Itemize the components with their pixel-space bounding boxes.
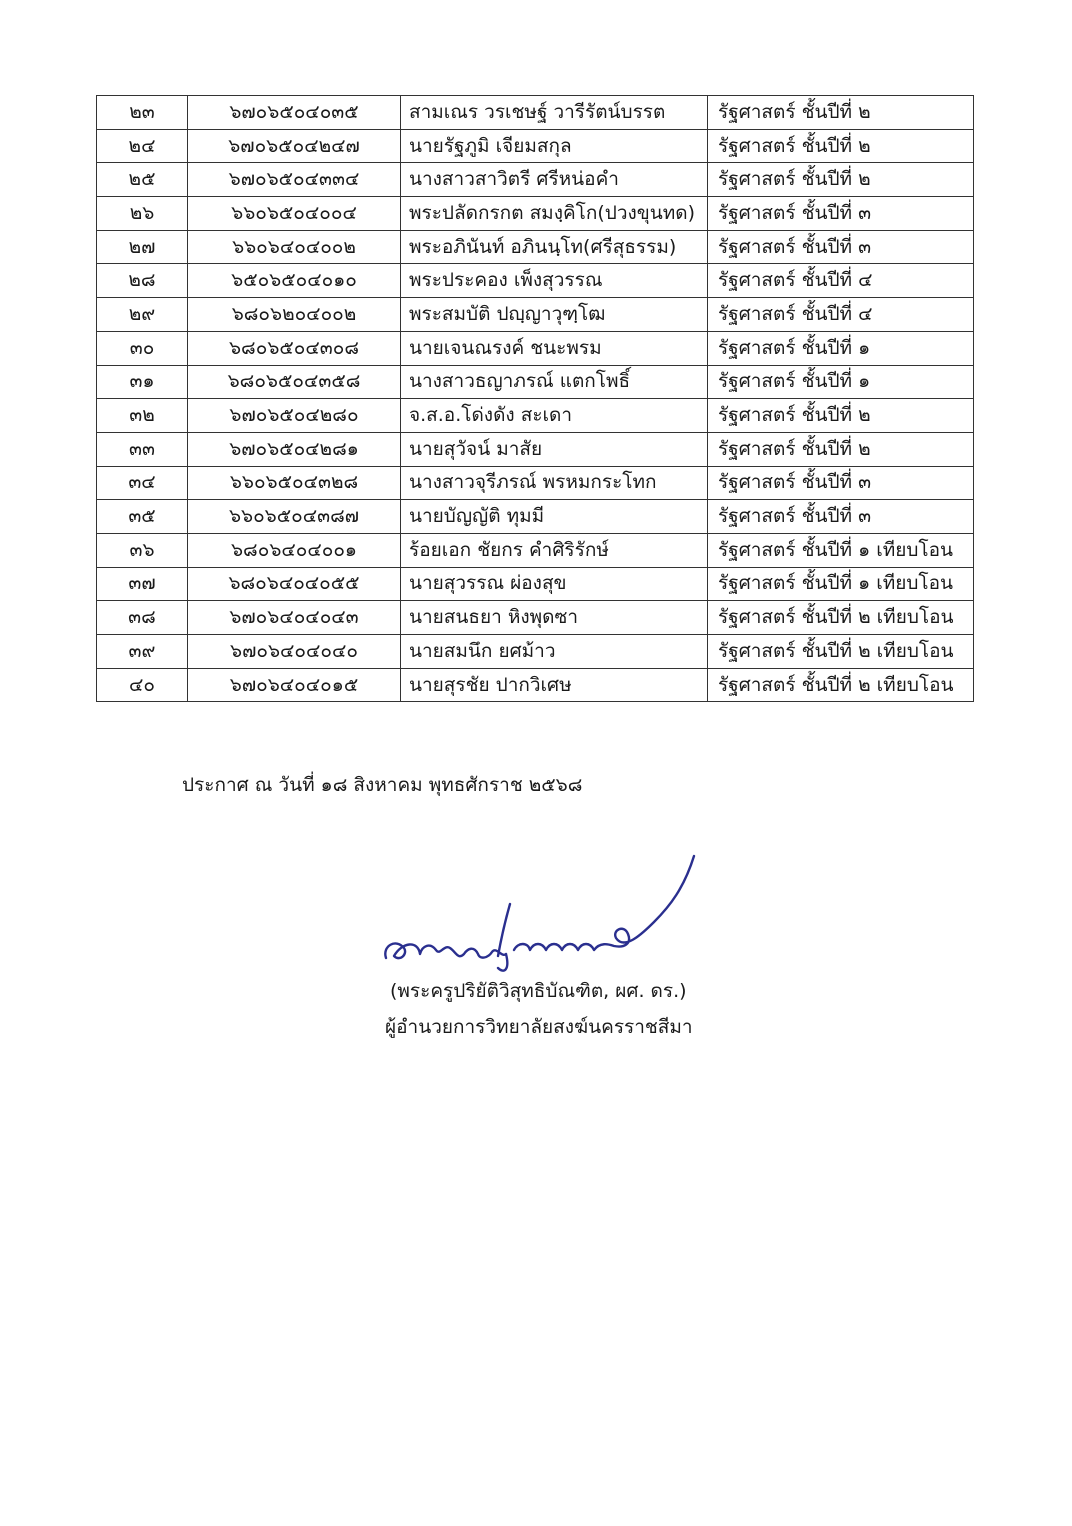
table-row	[97, 264, 974, 298]
announcement-date: ประกาศ ณ วันที่ ๑๘ สิงหาคม พุทธศักราช ๒๕๖๘	[182, 774, 583, 796]
student-id: ๖๗๐๖๔๐๔๐๑๕	[188, 668, 401, 702]
table-row	[97, 96, 974, 130]
program-level: รัฐศาสตร์ ชั้นปีที่ ๑	[708, 331, 974, 365]
signer-name: (พระครูปริยัติวิสุทธิบัณฑิต, ผศ. ดร.)	[390, 980, 687, 1002]
row-number: ๓๗	[97, 567, 188, 601]
row-number: ๒๙	[97, 298, 188, 332]
row-number: ๓๘	[97, 601, 188, 635]
row-number: ๓๖	[97, 533, 188, 567]
student-name: พระสมบัติ ปญฺญาวุฑฺโฒ	[401, 298, 708, 332]
row-number: ๓๒	[97, 399, 188, 433]
student-id: ๖๕๐๖๕๐๔๐๑๐	[188, 264, 401, 298]
student-id: ๖๖๐๖๕๐๔๓๒๘	[188, 466, 401, 500]
student-id: ๖๘๐๖๕๐๔๓๐๘	[188, 331, 401, 365]
program-level: รัฐศาสตร์ ชั้นปีที่ ๒ เทียบโอน	[708, 635, 974, 669]
student-id: ๖๗๐๖๕๐๔๒๘๐	[188, 399, 401, 433]
student-name: จ.ส.อ.โด่งดัง สะเดา	[401, 399, 708, 433]
table-row	[97, 533, 974, 567]
student-id: ๖๘๐๖๔๐๔๐๕๕	[188, 567, 401, 601]
table-row	[97, 331, 974, 365]
roster-body	[97, 96, 974, 702]
student-name: นายสุวรรณ ผ่องสุข	[401, 567, 708, 601]
student-id: ๖๗๐๖๕๐๔๒๘๑	[188, 432, 401, 466]
table-row	[97, 668, 974, 702]
student-name: นายเจนณรงค์ ชนะพรม	[401, 331, 708, 365]
program-level: รัฐศาสตร์ ชั้นปีที่ ๒	[708, 96, 974, 130]
student-id: ๖๗๐๖๔๐๔๐๔๐	[188, 635, 401, 669]
program-level: รัฐศาสตร์ ชั้นปีที่ ๒ เทียบโอน	[708, 668, 974, 702]
signer-title: ผู้อำนวยการวิทยาลัยสงฆ์นครราชสีมา	[385, 1016, 693, 1038]
program-level: รัฐศาสตร์ ชั้นปีที่ ๑ เทียบโอน	[708, 533, 974, 567]
program-level: รัฐศาสตร์ ชั้นปีที่ ๒	[708, 432, 974, 466]
student-name: พระปลัดกรกต สมงฺคิโก(ปวงขุนทด)	[401, 197, 708, 231]
table-row	[97, 230, 974, 264]
row-number: ๒๔	[97, 129, 188, 163]
student-name: นางสาวสาวิตรี ศรีหน่อคำ	[401, 163, 708, 197]
student-name: นางสาวธญาภรณ์ แตกโพธิ์	[401, 365, 708, 399]
row-number: ๓๔	[97, 466, 188, 500]
row-number: ๓๐	[97, 331, 188, 365]
table-row	[97, 635, 974, 669]
student-id: ๖๘๐๖๒๐๔๐๐๒	[188, 298, 401, 332]
program-level: รัฐศาสตร์ ชั้นปีที่ ๓	[708, 197, 974, 231]
program-level: รัฐศาสตร์ ชั้นปีที่ ๒ เทียบโอน	[708, 601, 974, 635]
table-row	[97, 197, 974, 231]
program-level: รัฐศาสตร์ ชั้นปีที่ ๔	[708, 264, 974, 298]
student-id: ๖๘๐๖๔๐๔๐๐๑	[188, 533, 401, 567]
table-row	[97, 601, 974, 635]
program-level: รัฐศาสตร์ ชั้นปีที่ ๒	[708, 163, 974, 197]
student-name: นายสุวัจน์ มาสัย	[401, 432, 708, 466]
student-roster-table	[96, 95, 974, 702]
student-id: ๖๗๐๖๕๐๔๐๓๕	[188, 96, 401, 130]
student-name: นายสนธยา หิงพุดซา	[401, 601, 708, 635]
student-name: สามเณร วรเชษฐ์ วารีรัตน์บรรต	[401, 96, 708, 130]
row-number: ๔๐	[97, 668, 188, 702]
table-row	[97, 298, 974, 332]
table-row	[97, 365, 974, 399]
table-row	[97, 432, 974, 466]
student-id: ๖๖๐๖๕๐๔๐๐๔	[188, 197, 401, 231]
student-name: นายสมนึก ยศม้าว	[401, 635, 708, 669]
row-number: ๓๙	[97, 635, 188, 669]
program-level: รัฐศาสตร์ ชั้นปีที่ ๔	[708, 298, 974, 332]
row-number: ๒๕	[97, 163, 188, 197]
row-number: ๓๕	[97, 500, 188, 534]
row-number: ๒๗	[97, 230, 188, 264]
row-number: ๒๓	[97, 96, 188, 130]
student-id: ๖๗๐๖๔๐๔๐๔๓	[188, 601, 401, 635]
row-number: ๓๑	[97, 365, 188, 399]
program-level: รัฐศาสตร์ ชั้นปีที่ ๑ เทียบโอน	[708, 567, 974, 601]
student-id: ๖๖๐๖๕๐๔๓๘๗	[188, 500, 401, 534]
student-name: นายรัฐภูมิ เจียมสกุล	[401, 129, 708, 163]
student-name: ร้อยเอก ชัยกร คำศิริรักษ์	[401, 533, 708, 567]
table-row	[97, 466, 974, 500]
program-level: รัฐศาสตร์ ชั้นปีที่ ๓	[708, 466, 974, 500]
table-row	[97, 500, 974, 534]
student-id: ๖๗๐๖๕๐๔๒๔๗	[188, 129, 401, 163]
student-id: ๖๖๐๖๔๐๔๐๐๒	[188, 230, 401, 264]
student-name: นายสุรชัย ปากวิเศษ	[401, 668, 708, 702]
student-name: นายบัญญัติ ทุมมี	[401, 500, 708, 534]
student-id: ๖๗๐๖๕๐๔๓๓๔	[188, 163, 401, 197]
student-name: พระอภินันท์ อภินนฺโท(ศรีสุธรรม)	[401, 230, 708, 264]
table-row	[97, 399, 974, 433]
row-number: ๓๓	[97, 432, 188, 466]
program-level: รัฐศาสตร์ ชั้นปีที่ ๑	[708, 365, 974, 399]
signature-image	[378, 850, 708, 980]
table-row	[97, 163, 974, 197]
row-number: ๒๘	[97, 264, 188, 298]
program-level: รัฐศาสตร์ ชั้นปีที่ ๒	[708, 399, 974, 433]
program-level: รัฐศาสตร์ ชั้นปีที่ ๒	[708, 129, 974, 163]
row-number: ๒๖	[97, 197, 188, 231]
student-name: พระประคอง เพ็งสุวรรณ	[401, 264, 708, 298]
table-row	[97, 567, 974, 601]
program-level: รัฐศาสตร์ ชั้นปีที่ ๓	[708, 500, 974, 534]
table-row	[97, 129, 974, 163]
student-id: ๖๘๐๖๕๐๔๓๕๘	[188, 365, 401, 399]
student-name: นางสาวจุรีภรณ์ พรหมกระโทก	[401, 466, 708, 500]
program-level: รัฐศาสตร์ ชั้นปีที่ ๓	[708, 230, 974, 264]
